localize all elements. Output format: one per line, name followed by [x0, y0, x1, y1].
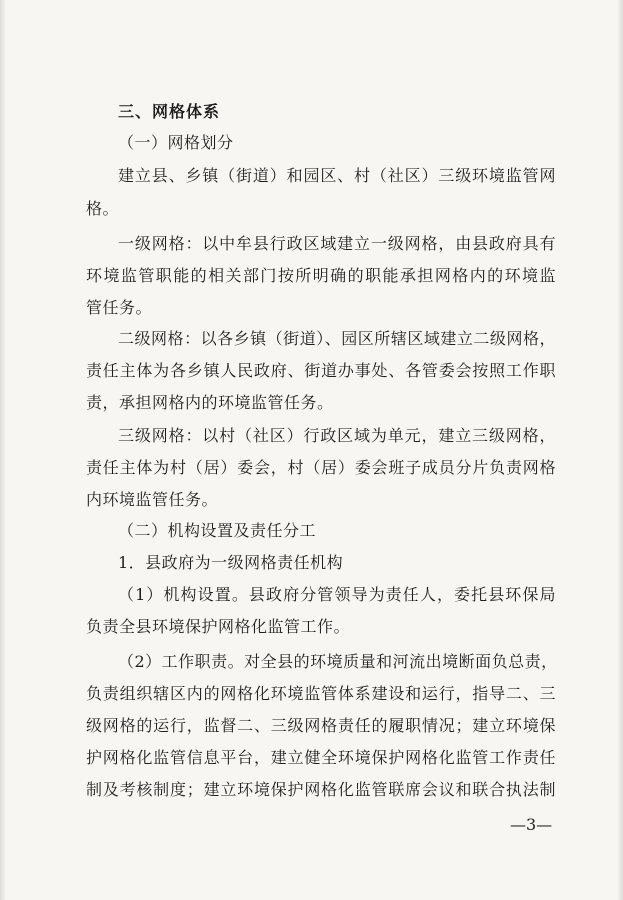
page-edge-right	[617, 0, 623, 900]
paragraph-line: 三级网格：以村（社区）行政区域为单元，建立三级网格，	[118, 426, 556, 445]
paragraph-line: 责任主体为各乡镇人民政府、街道办事处、各管委会按照工作职	[86, 361, 556, 380]
subsection-heading-grid-division: （一）网格划分	[118, 133, 234, 152]
paragraph-line: 责，承担网格内的环境监管任务。	[86, 393, 334, 412]
paragraph-line: 内环境监管任务。	[86, 490, 219, 509]
paragraph-line: （1）机构设置。县政府分管领导为责任人，委托县环保局	[118, 585, 556, 604]
page-number: —3—	[510, 815, 553, 834]
paragraph-line: 负责全县环境保护网格化监管工作。	[86, 617, 351, 636]
item-heading: 1．县政府为一级网格责任机构	[118, 553, 344, 572]
paragraph-line: 建立县、乡镇（街道）和园区、村（社区）三级环境监管网	[118, 166, 556, 185]
subsection-heading-organization: （二）机构设置及责任分工	[118, 521, 317, 540]
paragraph-line: 格。	[86, 199, 120, 218]
paragraph-line: 环境监管职能的相关部门按所明确的职能承担网格内的环境监	[86, 266, 556, 285]
paragraph-line: 责任主体为村（居）委会，村（居）委会班子成员分片负责网格	[86, 458, 556, 477]
page-edge-left	[0, 0, 6, 900]
paragraph-line: 二级网格：以各乡镇（街道）、园区所辖区域建立二级网格，	[118, 329, 556, 348]
paragraph-line: 管任务。	[86, 298, 153, 317]
paragraph-line: 护网格化监管信息平台，建立健全环境保护网格化监管工作责任	[86, 748, 556, 767]
section-heading: 三、网格体系	[118, 102, 221, 121]
paragraph-line: 制及考核制度；建立环境保护网格化监管联席会议和联合执法制	[86, 780, 556, 799]
paragraph-line: 级网格的运行，监督二、三级网格责任的履职情况；建立环境保	[86, 716, 556, 735]
paragraph-line: 一级网格：以中牟县行政区域建立一级网格，由县政府具有	[118, 234, 556, 253]
paragraph-line: （2）工作职责。对全县的环境质量和河流出境断面负总责，	[118, 652, 558, 671]
paragraph-line: 负责组织辖区内的网格化环境监管体系建设和运行，指导二、三	[86, 684, 556, 703]
